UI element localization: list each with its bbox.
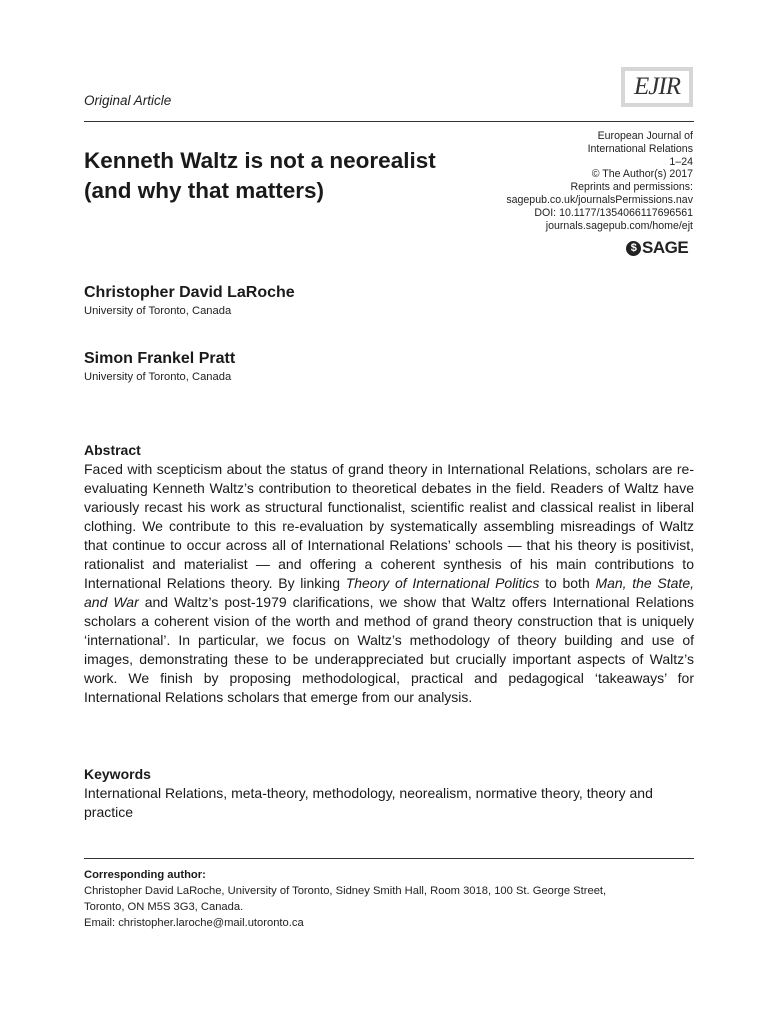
journal-logo-text: EJIR <box>625 71 689 103</box>
journal-home-link[interactable]: journals.sagepub.com/home/ejt <box>545 219 693 232</box>
journal-name-line-1: European Journal of <box>597 130 693 142</box>
author-name-2: Simon Frankel Pratt <box>84 350 236 367</box>
author-name-1: Christopher David LaRoche <box>84 284 295 301</box>
corresponding-author-details <box>84 883 694 931</box>
publisher-logo <box>626 238 688 258</box>
article-title: Kenneth Waltz is not a neorealist (and why that matters) <box>84 148 436 203</box>
corresponding-author-heading: Corresponding author: <box>84 869 206 881</box>
author-affiliation-1: University of Toronto, Canada <box>84 305 232 317</box>
journal-name-line-2: International Relations <box>587 142 693 155</box>
reprints-link[interactable]: sagepub.co.uk/journalsPermissions.nav <box>506 193 693 206</box>
corresponding-address-line-1: Christopher David LaRoche, University of Toronto, Sidney Smith Hall, Room 3018, 100 St. George Street, <box>84 885 607 897</box>
reprints-label: Reprints and permissions: <box>570 181 693 194</box>
abstract-text: Faced with scepticism about the status of grand theory in International Relations, scholars are re-evaluating Kenneth Waltz’s contribution to theoretical debates in the field. Readers of Waltz have variously recast his work as structural functionalist, scientific realist and classical realist in liberal clothing. We contribute to this re-evaluation by systematically assembling misreadings of Waltz that continue to occur across all of International Relations’ schools — that his theory is positivist, rationalist and materialist — and offering a coherent synthesis of his main contributions to International Relations theory. By linking Theory of International Politics to both Man, the State, and War and Waltz’s post-1979 clarifications, we show that Waltz offers International Relations scholars a coherent vision of the worth and method of grand theory construction that is uniquely ‘international’. In particular, we focus on Waltz’s methodology of theory building and use of images, demonstrating these to be underappreciated but crucially important aspects of Waltz’s work. We finish by proposing methodological, practical and pedagogical ‘takeaways’ for International Relations scholars that emerge from our analysis. <box>84 461 694 705</box>
author-affiliation-2: University of Toronto, Canada <box>84 371 232 383</box>
corresponding-email[interactable]: Email: christopher.laroche@mail.utoronto.ca <box>84 917 304 929</box>
keywords-heading: Keywords <box>84 766 151 782</box>
article-type: Original Article <box>84 93 172 108</box>
top-divider <box>84 121 694 122</box>
journal-logo <box>621 67 693 107</box>
sage-icon: $ <box>626 241 641 256</box>
keywords-text: International Relations, meta-theory, methodology, neorealism, normative theory, theory and practice <box>84 785 653 820</box>
footer-divider <box>84 858 694 859</box>
abstract-heading: Abstract <box>84 442 141 458</box>
doi[interactable]: DOI: 10.1177/1354066117696561 <box>534 206 693 219</box>
publisher-logo-text: SAGE <box>642 238 689 257</box>
page-range: 1–24 <box>669 155 693 168</box>
corresponding-address-line-2: Toronto, ON M5S 3G3, Canada. <box>84 901 244 913</box>
copyright: © The Author(s) 2017 <box>591 168 693 181</box>
journal-info <box>443 130 693 232</box>
